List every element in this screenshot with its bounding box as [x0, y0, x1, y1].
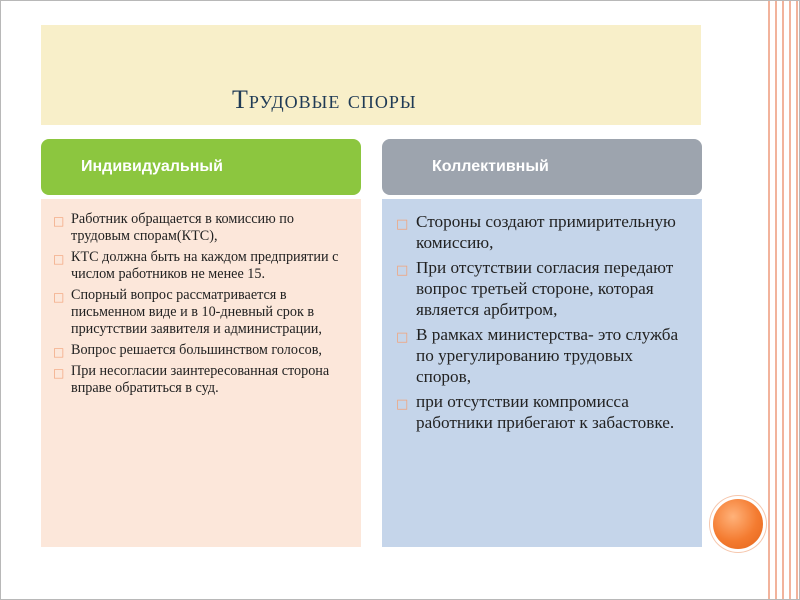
vertical-stripes-decoration: [765, 1, 799, 599]
list-item-text: Спорный вопрос рассматривается в письменном виде и в 10-дневный срок в присутствии заявителя и администрации,: [71, 287, 322, 337]
list-item-text: КТС должна быть на каждом предприятии с числом работников не менее 15.: [71, 249, 339, 282]
list-item-text: Вопрос решается большинством голосов,: [71, 342, 322, 358]
list-item: [53, 211, 351, 245]
square-bullet-icon: □: [396, 217, 409, 232]
list-item: [396, 211, 692, 253]
list-item-text: В рамках министерства- это служба по урегулированию трудовых споров,: [416, 325, 679, 386]
list-item-text: При отсутствии согласия передают вопрос третьей стороне, которая является арбитром,: [416, 258, 674, 319]
list-item-text: при отсутствии компромисса работники прибегают к забастовке.: [416, 392, 675, 432]
column-header-collective: [382, 139, 702, 195]
collective-list: [396, 211, 692, 433]
list-item: [53, 287, 351, 338]
list-item: [53, 249, 351, 283]
orange-circle-decoration: [713, 499, 763, 549]
slide-title: Трудовые споры: [232, 85, 417, 114]
square-bullet-icon: □: [396, 397, 409, 412]
list-item-text: При несогласии заинтересованная сторона вправе обратиться в суд.: [71, 363, 330, 396]
square-bullet-icon: □: [53, 214, 65, 228]
list-item-text: Стороны создают примирительную комиссию,: [416, 212, 676, 252]
square-bullet-icon: □: [396, 330, 409, 345]
square-bullet-icon: □: [53, 366, 65, 380]
list-item: [396, 257, 692, 320]
list-item: [53, 342, 351, 359]
square-bullet-icon: □: [53, 345, 65, 359]
square-bullet-icon: □: [396, 263, 409, 278]
individual-disputes-panel: [41, 199, 361, 547]
column-header-individual: [41, 139, 361, 195]
square-bullet-icon: □: [53, 290, 65, 304]
individual-list: [53, 211, 351, 397]
list-item: [53, 363, 351, 397]
list-item-text: Работник обращается в комиссию по трудовым спорам(КТС),: [71, 211, 294, 244]
list-item: [396, 324, 692, 387]
column-header-label: Коллективный: [432, 158, 549, 175]
collective-disputes-panel: [382, 199, 702, 547]
list-item: [396, 391, 692, 433]
square-bullet-icon: □: [53, 252, 65, 266]
column-header-label: Индивидуальный: [81, 158, 223, 175]
